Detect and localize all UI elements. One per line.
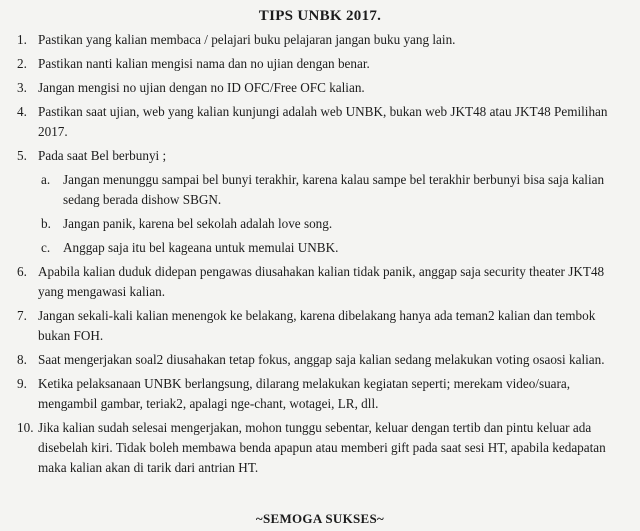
list-item: [0, 146, 640, 166]
tips-list: [0, 30, 640, 478]
list-item: [0, 418, 640, 478]
list-item: [0, 30, 640, 50]
sub-item-text: Jangan panik, karena bel sekolah adalah love song.: [63, 216, 333, 231]
item-text: Saat mengerjakan soal2 diusahakan tetap fokus, anggap saja kalian sedang melakukan voting osaosi kalian.: [38, 352, 605, 367]
sub-item-letter: a.: [41, 172, 51, 187]
sub-item-letter: b.: [41, 216, 51, 231]
item-number: 1.: [17, 32, 27, 47]
item-number: 4.: [17, 104, 27, 119]
list-item: [0, 102, 640, 142]
item-number: 9.: [17, 376, 27, 391]
item-number: 6.: [17, 264, 27, 279]
sub-list-item: [0, 170, 640, 210]
list-item: [0, 78, 640, 98]
document-title: TIPS UNBK 2017.: [258, 8, 382, 24]
list-item: [0, 306, 640, 346]
item-text: Pada saat Bel berbunyi ;: [38, 148, 167, 163]
item-text: Jangan sekali-kali kalian menengok ke belakang, karena dibelakang hanya ada teman2 kalian dan tembok bukan FOH.: [38, 308, 596, 343]
item-text: Jika kalian sudah selesai mengerjakan, mohon tunggu sebentar, keluar dengan tertib dan pintu keluar ada disebelah kiri. Tidak boleh membawa benda apapun atau memberi gift pada saat sesi HT, apabila kedapatan maka kalian akan di tarik dari antrian HT.: [38, 420, 606, 475]
item-text: Apabila kalian duduk didepan pengawas diusahakan kalian tidak panik, anggap saja security theater JKT48 yang mengawasi kalian.: [38, 264, 605, 299]
sub-list-item: [0, 214, 640, 234]
item-number: 2.: [17, 56, 27, 71]
sub-item-text: Anggap saja itu bel kageana untuk memulai UNBK.: [63, 240, 339, 255]
item-number: 7.: [17, 308, 27, 323]
item-text: Pastikan yang kalian membaca / pelajari buku pelajaran jangan buku yang lain.: [38, 32, 456, 47]
item-text: Pastikan nanti kalian mengisi nama dan no ujian dengan benar.: [38, 56, 370, 71]
item-text: Pastikan saat ujian, web yang kalian kunjungi adalah web UNBK, bukan web JKT48 atau JKT48 Pemilihan 2017.: [38, 104, 608, 139]
item-number: 5.: [17, 148, 27, 163]
list-item: [0, 374, 640, 414]
item-text: Jangan mengisi no ujian dengan no ID OFC/Free OFC kalian.: [38, 80, 365, 95]
list-item: [0, 350, 640, 370]
sub-item-letter: c.: [41, 240, 51, 255]
item-number: 10.: [17, 420, 34, 435]
item-number: 3.: [17, 80, 27, 95]
list-item: [0, 54, 640, 74]
item-number: 8.: [17, 352, 27, 367]
item-text: Ketika pelaksanaan UNBK berlangsung, dilarang melakukan kegiatan seperti; merekam video/suara, mengambil gambar, teriak2, apalagi nge-chant, wotagei, LR, dll.: [38, 376, 571, 411]
sub-list-item: [0, 238, 640, 258]
list-item: [0, 262, 640, 302]
closing-note: ~SEMOGA SUKSES~: [255, 511, 385, 526]
sub-item-text: Jangan menunggu sampai bel bunyi terakhir, karena kalau sampe bel terakhir berbunyi bisa saja kalian sedang berada dishow SBGN.: [63, 172, 605, 207]
